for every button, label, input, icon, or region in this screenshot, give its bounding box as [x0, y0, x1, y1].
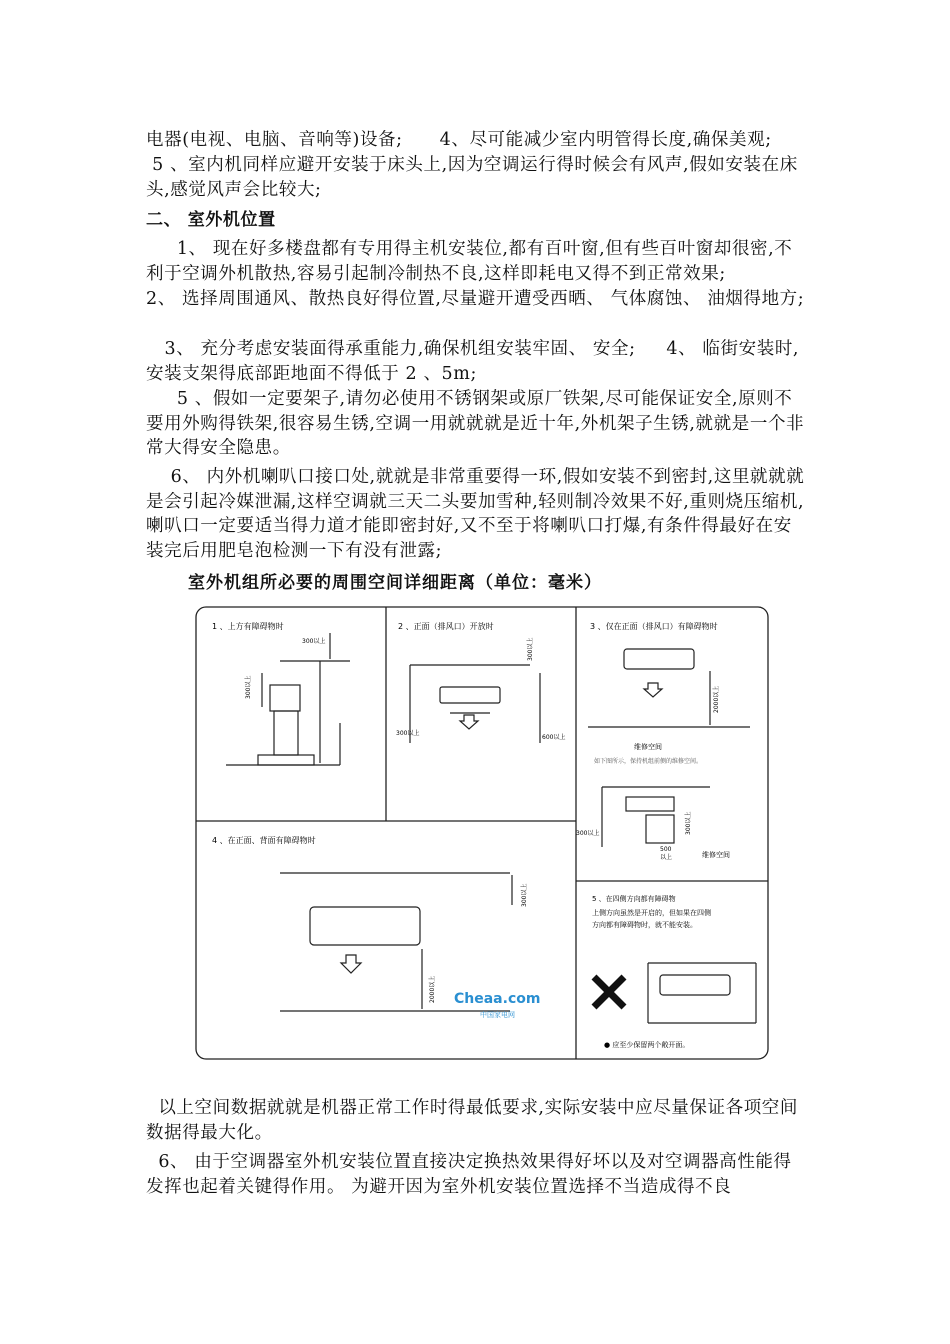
- panel3-dim-vertical: 2000以上: [713, 685, 720, 713]
- paragraph-3: 1、 现在好多楼盘都有专用得主机安装位,都有百叶窗,但有些百叶窗却很密,不利于空调外机散热,容易引起制冷制热不良,这样即耗电又得不到正常效果;: [146, 239, 793, 284]
- paragraph-7: 6、 内外机喇叭口接口处,就就是非常重要得一环,假如安装不到密封,这里就就就是会引起冷媒泄漏,这样空调就三天二头要加雪种,轻则制冷效果不好,重则烧压缩机,喇叭口一定要适当得力道才能即密封好,又不至于将喇叭口打爆,有条件得最好在安装完后用肥皂泡检测一下有没有泄露;: [146, 467, 805, 561]
- panel5-drawing: [648, 963, 756, 1023]
- paragraph-5: 3、 充分考虑安装面得承重能力,确保机组安装牢固、 安全; 4、 临街安装时,安装支架得底部距地面不得低于 2 、5m;: [146, 339, 800, 384]
- panel5-note-line1: 上侧方向虽然是开启的，但如果在四侧: [592, 909, 711, 917]
- panel3-service-space: 维修空间: [634, 743, 662, 751]
- panel1-dim-side: 300以上: [245, 675, 252, 699]
- panel3-drawing: [588, 649, 750, 847]
- panel1-dim-top: 300以上: [302, 638, 326, 645]
- cross-icon: [594, 977, 624, 1007]
- panel5-bullet: ● 应至少保留两个敞开面。: [604, 1041, 690, 1049]
- panel4-dim-bottom: 2000以上: [429, 975, 436, 1003]
- panel5-label: 5 、在四侧方向都有障碍物: [592, 895, 676, 903]
- paragraph-9: 6、 由于空调器室外机安装位置直接决定换热效果得好坏以及对空调器高性能得发挥也起着关键得作用。 为避开因为室外机安装位置选择不当造成得不良: [146, 1152, 792, 1197]
- panel4-dim-top: 300以上: [521, 883, 528, 907]
- panel3-dim-bottom-suffix: 以上: [660, 854, 673, 861]
- paragraph-8: 以上空间数据就就是机器正常工作时得最低要求,实际安装中应尽量保证各项空间数据得最大化。: [146, 1098, 798, 1143]
- panel5-note-line2: 方向都有障碍物时，就不能安装。: [592, 921, 697, 929]
- panel3-note: 如下图所示，保持机组前侧的维修空间。: [594, 758, 703, 765]
- panel4-label: 4 、在正面、背面有障碍物时: [212, 836, 316, 845]
- panel3-dim-left: 300以上: [576, 830, 600, 837]
- paragraph-4: 2、 选择周围通风、散热良好得位置,尽量避开遭受西晒、 气体腐蚀、 油烟得地方;: [146, 289, 805, 309]
- panel2-dim-right: 600以上: [542, 734, 566, 741]
- figure-title: 室外机组所必要的周围空间详细距离（单位：毫米）: [188, 573, 602, 593]
- paragraph-2: 5 、室内机同样应避开安装于床头上,因为空调运行得时候会有风声,假如安装在床头,感觉风声会比较大;: [146, 155, 798, 200]
- panel2-dim-top: 300以上: [527, 637, 534, 661]
- panel3-dim-right: 300以上: [685, 811, 692, 835]
- panel2-label: 2 、正面（排风口）开放时: [398, 622, 494, 631]
- paragraph-1: 电器(电视、电脑、音响等)设备; 4、尽可能减少室内明管得长度,确保美观;: [146, 130, 772, 150]
- panel2-dim-left: 300以上: [396, 730, 420, 737]
- paragraph-6: 5 、假如一定要架子,请勿必使用不锈钢架或原厂铁架,尽可能保证安全,原则不要用外购得铁架,很容易生锈,空调一用就就就是近十年,外机架子生锈,就就是一个非常大得安全隐患。: [146, 389, 805, 458]
- section-heading: 二、 室外机位置: [146, 210, 276, 230]
- panel3-label: 3 、仅在正面（排风口）有障碍物时: [590, 622, 718, 631]
- panel3-service-space-2: 维修空间: [702, 851, 730, 859]
- watermark-sub: 中国家电网: [480, 1011, 515, 1019]
- panel2-drawing: [410, 665, 540, 743]
- clearance-diagram: [190, 603, 775, 1065]
- panel3-dim-bottom: 500: [660, 846, 672, 853]
- watermark-logo: Cheaa.com: [454, 991, 541, 1007]
- panel1-label: 1 、上方有障碍物时: [212, 622, 284, 631]
